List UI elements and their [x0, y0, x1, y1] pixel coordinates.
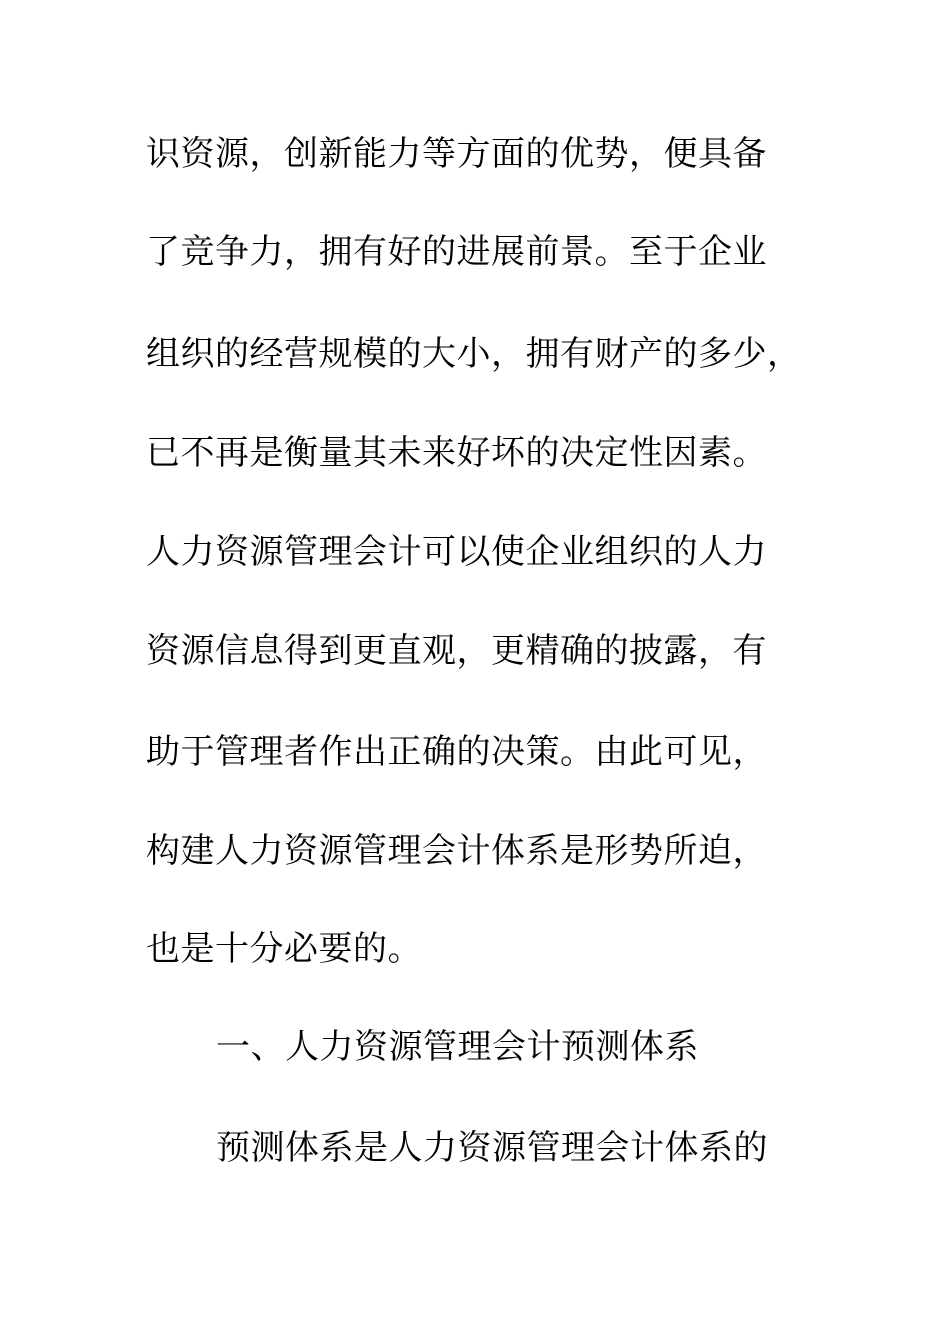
section-heading: 一、人力资源管理会计预测体系 [216, 1027, 699, 1067]
body-text-line-3: 组织的经营规模的大小，拥有财产的多少， [146, 334, 802, 374]
body-text-line-7: 助于管理者作出正确的决策。由此可见， [146, 732, 767, 772]
body-text-line-8: 构建人力资源管理会计体系是形势所迫， [146, 831, 767, 871]
body-text-line-1: 识资源，创新能力等方面的优势，便具备 [146, 134, 767, 174]
body-text-line-9: 也是十分必要的。 [146, 929, 422, 969]
body-text-line-2: 了竞争力，拥有好的进展前景。至于企业 [146, 232, 767, 272]
body-text-line-5: 人力资源管理会计可以使企业组织的人力 [146, 532, 767, 572]
body-text-line-4: 已不再是衡量其未来好坏的决定性因素。 [146, 433, 767, 473]
body-text-line-6: 资源信息得到更直观，更精确的披露，有 [146, 631, 767, 671]
section-paragraph-line-1: 预测体系是人力资源管理会计体系的 [216, 1128, 768, 1168]
